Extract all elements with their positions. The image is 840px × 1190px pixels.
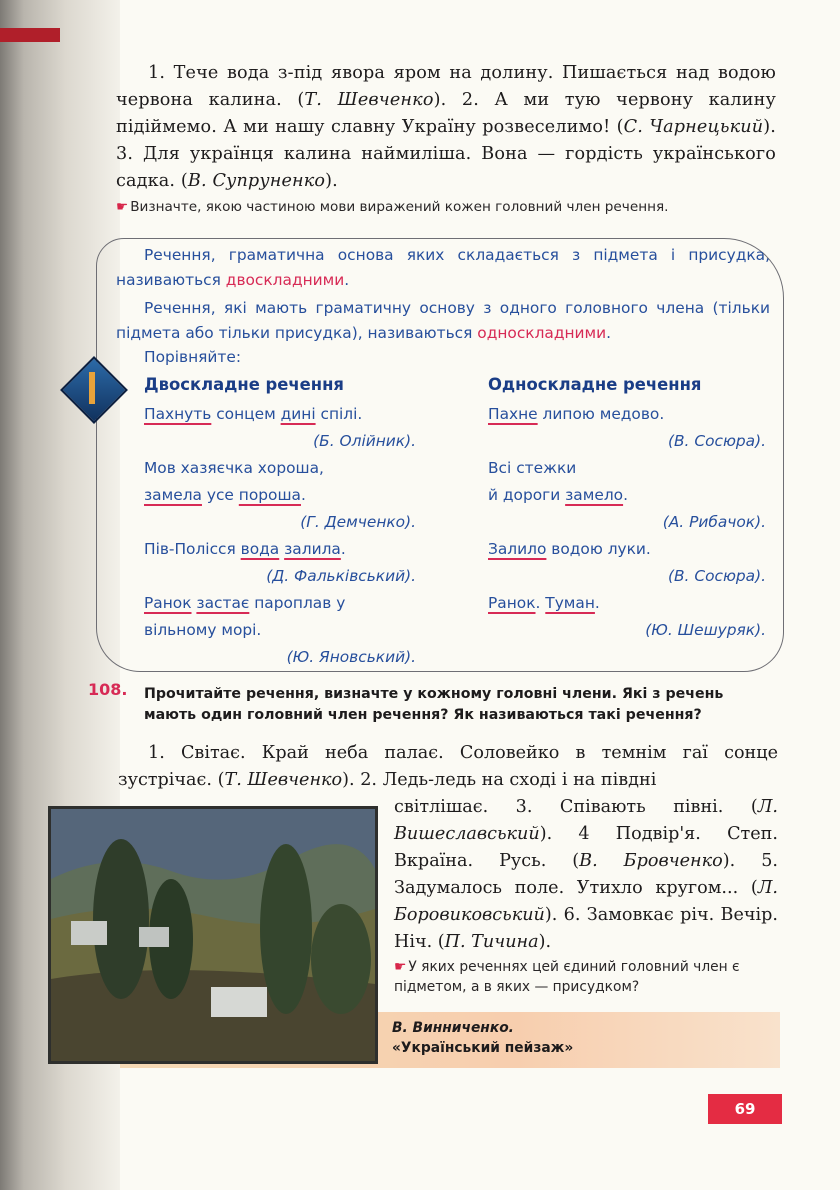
example-line — [488, 536, 766, 563]
citation: В. Супруненко — [187, 171, 326, 191]
text-run: липою медово. — [537, 405, 665, 423]
hand-pointer-icon: ☛ — [116, 199, 129, 215]
painting-title: «Український пейзаж» — [392, 1040, 574, 1056]
citation: П. Тичина — [444, 932, 539, 952]
example-line — [144, 455, 416, 482]
example-author: (Ю. Яновський). — [286, 648, 416, 666]
text-run: світлішає. 3. Співають півні. ( — [394, 797, 758, 817]
text-run: сонцем — [211, 405, 281, 423]
example-author: (Г. Демченко). — [300, 513, 416, 531]
main-member: застає — [196, 594, 250, 612]
text-run: ). 2. А ми тую червону калину підіймемо. А ми нашу славну Україну розвеселимо! ( — [116, 90, 777, 137]
example-line — [488, 590, 766, 617]
citation: Л. Вишеславський — [394, 797, 778, 844]
exercise-108-task: Прочитайте речення, визначте у кожному головні члени. Які з речень мають один головний член речення? Як називаються такі речення? — [144, 686, 724, 723]
main-member: вода — [240, 540, 280, 558]
landscape-painting — [48, 806, 378, 1064]
text-run: й дороги — [488, 486, 566, 504]
example-author: (Ю. Шешуряк). — [645, 621, 766, 639]
main-member: замело — [565, 486, 624, 504]
text-run: водою луки. — [546, 540, 651, 558]
compare-label: Порівняйте: — [144, 348, 242, 366]
text-run: ). 5. Задумалось поле. Утихло кругом... ( — [394, 851, 778, 898]
example-line — [144, 617, 416, 644]
rule-1-end: . — [344, 271, 350, 289]
example-line — [144, 590, 416, 617]
main-member: Туман — [545, 594, 595, 612]
text-run: усе — [201, 486, 239, 504]
exercise-108-number: 108. — [88, 680, 128, 699]
text-run: ). 3. Для українця калина наймиліша. Вона — гордість українського садка. ( — [116, 117, 776, 191]
text-run: . — [594, 594, 600, 612]
text-run: ). — [325, 171, 338, 191]
text-run: ). 2. Ледь-ледь на сході і на півдні — [342, 770, 657, 790]
text-run: 1. Тече вода з-під явора яром на долину. Пишається над водою червона калина. ( — [116, 63, 776, 110]
example-author: (В. Сосюра). — [667, 567, 766, 585]
exercise-108-text-right — [394, 794, 778, 956]
painting-caption — [392, 1018, 772, 1058]
text-run: вільному морі. — [144, 621, 262, 639]
two-member-examples — [144, 401, 416, 671]
example-author: (А. Рибачок). — [662, 513, 766, 531]
landscape-painting-art — [51, 809, 375, 1061]
text-run: Мов хазяєчка хороша, — [144, 459, 324, 477]
term-odnoskladni: односкладними — [477, 324, 607, 342]
citation: Т. Шевченко — [304, 90, 434, 110]
example-line — [488, 482, 766, 509]
citation: Л. Боровиковський — [394, 878, 778, 925]
text-run: Всі стежки — [488, 459, 577, 477]
example-author: (Б. Олійник). — [313, 432, 416, 450]
text-run: пароплав у — [249, 594, 346, 612]
text-run: ). — [538, 932, 552, 952]
text-run: . — [340, 540, 346, 558]
exercise-108-task-2 — [394, 957, 778, 997]
two-member-column — [144, 375, 416, 671]
red-bookmark-edge — [0, 28, 60, 42]
example-line — [144, 482, 416, 509]
text-run: ). 4 Подвір'я. Степ. Вкраїна. Русь. ( — [394, 824, 778, 871]
citation: Т. Шевченко — [224, 770, 343, 790]
one-member-heading: Односкладне речення — [488, 375, 702, 394]
example-author: (В. Сосюра). — [667, 432, 766, 450]
citation: С. Чарнецький — [623, 117, 764, 137]
rule-paragraph-2 — [116, 296, 770, 346]
main-member: Ранок — [488, 594, 536, 612]
rule-1-text: Речення, граматична основа яких складається з підмета і присудка, називаються — [116, 246, 770, 289]
rule-2-text: Речення, які мають граматичну основу з одного головного члена (тільки підмета або тільки присудка), називаються — [116, 299, 770, 342]
exercise-107-task — [116, 198, 776, 216]
text-run: . — [535, 594, 546, 612]
two-member-heading: Двоскладне речення — [144, 375, 344, 394]
main-member: пороша — [238, 486, 301, 504]
main-member: Залило — [488, 540, 547, 558]
term-dvoskladni: двоскладними — [225, 271, 345, 289]
task-text: Визначте, якою частиною мови виражений кожен головний член речення. — [130, 199, 669, 215]
text-run: . — [300, 486, 306, 504]
exercise-108-text-top — [118, 740, 778, 794]
one-member-examples — [488, 401, 766, 644]
text-run: спілі. — [315, 405, 363, 423]
example-line — [488, 455, 766, 482]
exercise-107-text — [116, 60, 776, 195]
text-run: ). 6. Замовкає річ. Вечір. Ніч. ( — [394, 905, 778, 952]
task-2-text: У яких реченнях цей єдиний головний член є підметом, а в яких — присудком? — [394, 959, 740, 995]
one-member-column — [488, 375, 766, 644]
main-member: Пахне — [488, 405, 538, 423]
text-run: . — [623, 486, 628, 504]
diamond-rule-icon-bar — [89, 372, 95, 404]
main-member: залила — [284, 540, 341, 558]
citation: В. Бровченко — [579, 851, 723, 871]
rule-paragraph-1 — [116, 243, 770, 293]
painting-author: В. Винниченко. — [392, 1020, 514, 1036]
example-author: (Д. Фальківський). — [266, 567, 416, 585]
example-line — [144, 401, 416, 428]
example-line — [488, 401, 766, 428]
hand-pointer-icon: ☛ — [394, 959, 407, 975]
main-member: Пахнуть — [144, 405, 212, 423]
main-member: замела — [144, 486, 202, 504]
rule-2-end: . — [606, 324, 612, 342]
example-line — [144, 536, 416, 563]
text-run: 1. Світає. Край неба палає. Соловейко в темнім гаї сонце зустрічає. ( — [118, 743, 778, 790]
page-number: 69 — [708, 1094, 782, 1124]
main-member: дині — [280, 405, 316, 423]
text-run: Пів-Полісся — [144, 540, 241, 558]
main-member: Ранок — [144, 594, 192, 612]
